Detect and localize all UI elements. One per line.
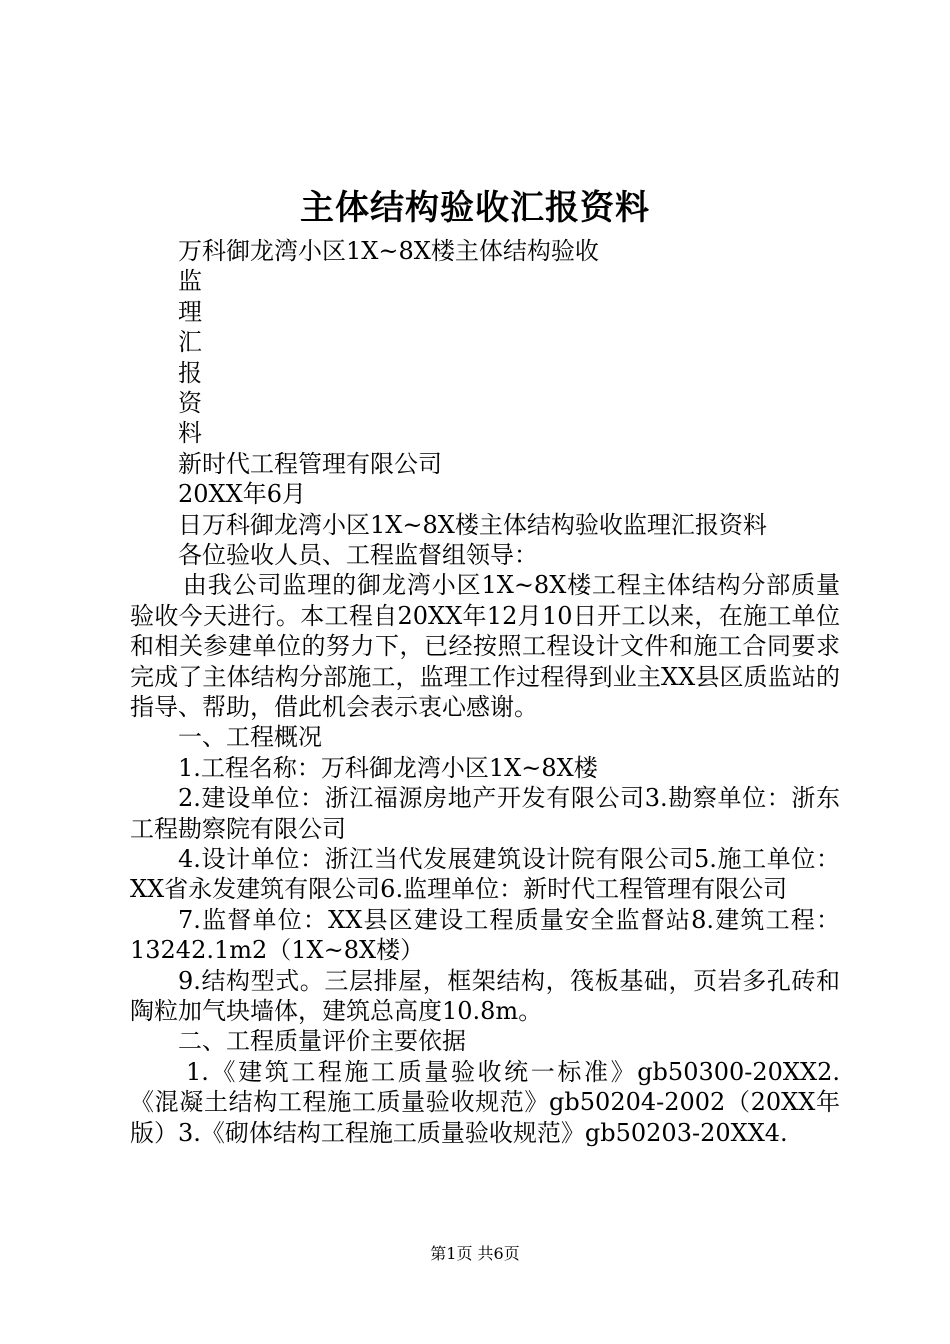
report-date: 20XX年6月: [178, 480, 306, 509]
section-heading-overview: 一、工程概况: [178, 723, 322, 752]
salutation: 各位验收人员、工程监督组领导：: [178, 540, 538, 569]
document-body: [130, 236, 840, 1148]
vertical-title-char: 理: [178, 297, 202, 326]
vertical-title-char: 汇: [178, 328, 202, 357]
document-title: 主体结构验收汇报资料: [300, 188, 650, 228]
report-subtitle: 日万科御龙湾小区1X~8X楼主体结构验收监理汇报资料: [178, 510, 767, 539]
overview-item: [130, 844, 840, 905]
page-footer: 第1页 共6页: [430, 1244, 520, 1263]
intro-paragraph: [130, 570, 840, 722]
intro-paragraph-text: 由我公司监理的御龙湾小区1X~8X楼工程主体结构分部质量验收今天进行。本工程自20XX年12月10日开工以来，在施工单位和相关参建单位的努力下，已经按照工程设计文件和施工合同要求完成了主体结构分部施工，监理工作过程得到业主XX县区质监站的指导、帮助，借此机会表示衷心感谢。: [130, 571, 840, 721]
overview-item: [130, 783, 840, 844]
project-name-line: 万科御龙湾小区1X~8X楼主体结构验收: [178, 237, 599, 265]
vertical-title-char: 报: [178, 358, 202, 387]
overview-item: [130, 905, 840, 966]
vertical-title-char: 监: [178, 267, 202, 296]
overview-item-text: 9.结构型式。三层排屋，框架结构，筏板基础，页岩多孔砖和陶粒加气块墙体，建筑总高度10.8m。: [130, 966, 840, 1025]
overview-item-text: 2.建设单位：浙江福源房地产开发有限公司3.勘察单位：浙东工程勘察院有限公司: [130, 784, 840, 843]
overview-item-text: 7.监督单位：XX县区建设工程质量安全监督站8.建筑工程：13242.1m2（1X~8X楼）: [130, 905, 840, 965]
section-heading-basis: 二、工程质量评价主要依据: [178, 1027, 466, 1056]
vertical-title-char: 料: [178, 419, 202, 448]
company-name: 新时代工程管理有限公司: [178, 449, 442, 478]
overview-item: 1.工程名称：万科御龙湾小区1X~8X楼: [178, 753, 598, 782]
vertical-title-char: 资: [178, 388, 202, 417]
basis-paragraph: [130, 1057, 840, 1148]
overview-item-text: 4.设计单位：浙江当代发展建筑设计院有限公司5.施工单位：XX省永发建筑有限公司6.监理单位：新时代工程管理有限公司: [130, 844, 840, 904]
basis-paragraph-text: 1.《建筑工程施工质量验收统一标准》gb50300-20XX2.《混凝土结构工程施工质量验收规范》gb50204-2002（20XX年版）3.《砌体结构工程施工质量验收规范》gb50203-20XX4.: [130, 1057, 840, 1147]
overview-item: [130, 966, 840, 1027]
